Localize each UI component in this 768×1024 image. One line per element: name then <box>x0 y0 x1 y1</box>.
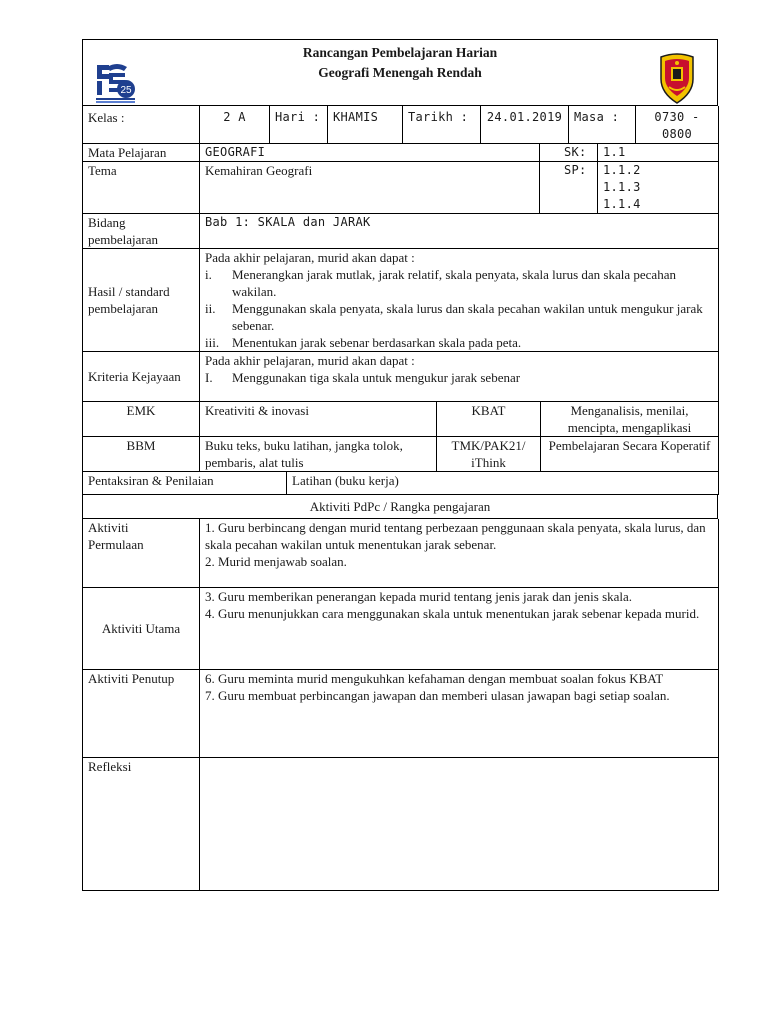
list-item-number: ii. <box>205 301 216 316</box>
masa-label: Masa : <box>569 106 636 144</box>
bidang-label-line-2: pembelajaran <box>88 232 159 247</box>
info-row-table <box>82 106 719 144</box>
penutup-content <box>200 669 719 757</box>
tarikh-value: 24.01.2019 <box>481 106 569 144</box>
hasil-label-line-1: Hasil / standard <box>88 284 170 299</box>
penutup-label: Aktiviti Penutup <box>83 669 200 757</box>
bidang-label-line-1: Bidang <box>88 215 126 230</box>
activity-line: 1. Guru berbincang dengan murid tentang perbezaan penggunaan skala penyata, skala lurus, dan skala pecahan wakilan untuk menentukan jarak sebenar. <box>205 520 706 552</box>
hari-label: Hari : <box>270 106 328 144</box>
tarikh-label: Tarikh : <box>403 106 481 144</box>
list-item <box>205 369 713 386</box>
kelas-value: 2 A <box>200 106 270 144</box>
list-item-text: Menentukan jarak sebenar berdasarkan skala pada peta. <box>232 335 522 350</box>
kriteria-list <box>205 369 713 386</box>
sp-value: 1.1.3 <box>603 180 641 194</box>
emk-bbm-table <box>82 402 719 472</box>
list-item-text: Menerangkan jarak mutlak, jarak relatif, skala penyata, skala lurus dan skala pecahan wakilan. <box>232 267 676 299</box>
bbm-value: Buku teks, buku latihan, jangka tolok, pembaris, alat tulis <box>200 437 437 472</box>
activity-line: 3. Guru memberikan penerangan kepada murid tentang jenis jarak dan jenis skala. <box>205 588 633 604</box>
sp-values <box>598 162 719 214</box>
sp-value: 1.1.4 <box>603 197 641 211</box>
list-item <box>205 266 713 300</box>
title-line-2: Geografi Menengah Rendah <box>318 65 482 80</box>
kbat-label: KBAT <box>437 402 541 437</box>
document-title <box>88 40 712 83</box>
kbat-value: Menganalisis, menilai, mencipta, mengaplikasi <box>541 402 719 437</box>
mata-pelajaran-value: GEOGRAFI <box>200 144 540 162</box>
state-crest-icon <box>655 53 699 105</box>
hasil-intro: Pada akhir pelajaran, murid akan dapat : <box>205 250 415 265</box>
hasil-list <box>205 266 713 351</box>
mata-pelajaran-label: Mata Pelajaran <box>83 144 200 162</box>
sp-value: 1.1.2 <box>603 163 641 177</box>
activity-line: 7. Guru membuat perbincangan jawapan dan memberi ulasan jawapan bagi setiap soalan. <box>205 687 670 703</box>
tmk-value: Pembelajaran Secara Koperatif <box>541 437 719 472</box>
utama-content <box>200 587 719 669</box>
emk-label: EMK <box>83 402 200 437</box>
pentaksiran-value: Latihan (buku kerja) <box>287 472 719 494</box>
header-cell <box>83 40 718 106</box>
bidang-value: Bab 1: SKALA dan JARAK <box>200 214 719 249</box>
bbm-label: BBM <box>83 437 200 472</box>
subject-table <box>82 144 719 214</box>
list-item-number: I. <box>205 370 213 385</box>
kelas-label: Kelas : <box>83 106 200 144</box>
utama-label: Aktiviti Utama <box>83 587 200 669</box>
list-item-text: Menggunakan tiga skala untuk mengukur jarak sebenar <box>232 370 521 385</box>
pentaksiran-label: Pentaksiran & Penilaian <box>83 472 287 494</box>
activity-line: 6. Guru meminta murid mengukuhkan kefahaman dengan membuat soalan fokus KBAT <box>205 670 664 686</box>
masa-value-line-1: 0730 - <box>654 110 700 124</box>
emk-value: Kreativiti & inovasi <box>200 402 437 437</box>
list-item-number: iii. <box>205 335 220 350</box>
hasil-label <box>83 249 200 352</box>
objectives-table <box>82 214 719 402</box>
masa-value <box>636 106 719 144</box>
masa-value-line-2: 0800 <box>661 127 693 141</box>
list-item-text: Menggunakan skala penyata, skala lurus dan skala pecahan wakilan untuk mengukur jarak sebenar. <box>232 301 703 333</box>
list-item <box>205 300 713 334</box>
hasil-label-line-2: pembelajaran <box>88 301 159 316</box>
sk-label: SK: <box>540 144 598 162</box>
aktiviti-header: Aktiviti PdPc / Rangka pengajaran <box>83 495 718 519</box>
sk-value: 1.1 <box>598 144 719 162</box>
list-item <box>205 334 713 351</box>
kriteria-label: Kriteria Kejayaan <box>83 352 200 402</box>
kriteria-intro: Pada akhir pelajaran, murid akan dapat : <box>205 353 415 368</box>
permulaan-label <box>83 519 200 587</box>
activity-line: 2. Murid menjawab soalan. <box>205 554 347 569</box>
list-item-number: i. <box>205 267 212 282</box>
header-table <box>82 39 718 106</box>
bidang-label <box>83 214 200 249</box>
refleksi-content <box>200 757 719 890</box>
hari-value: KHAMIS <box>328 106 403 144</box>
permulaan-label-line-1: Aktiviti <box>88 520 129 535</box>
title-line-1: Rancangan Pembelajaran Harian <box>302 45 498 60</box>
kriteria-content <box>200 352 719 402</box>
refleksi-label: Refleksi <box>83 757 200 890</box>
activities-table <box>82 519 719 891</box>
school-logo-icon <box>93 59 138 104</box>
permulaan-label-line-2: Permulaan <box>88 537 144 552</box>
sp-label: SP: <box>540 162 598 214</box>
tema-value: Kemahiran Geografi <box>200 162 540 214</box>
pentaksiran-table <box>82 472 719 495</box>
aktiviti-header-table <box>82 495 718 520</box>
lesson-plan-sheet <box>82 39 718 891</box>
activity-line: 4. Guru menunjukkan cara menggunakan skala untuk menentukan jarak sebenar kepada murid. <box>205 605 700 621</box>
tema-label: Tema <box>83 162 200 214</box>
hasil-content <box>200 249 719 352</box>
logo-text: 25 <box>120 85 132 96</box>
tmk-label: TMK/PAK21/ iThink <box>437 437 541 472</box>
permulaan-content <box>200 519 719 587</box>
